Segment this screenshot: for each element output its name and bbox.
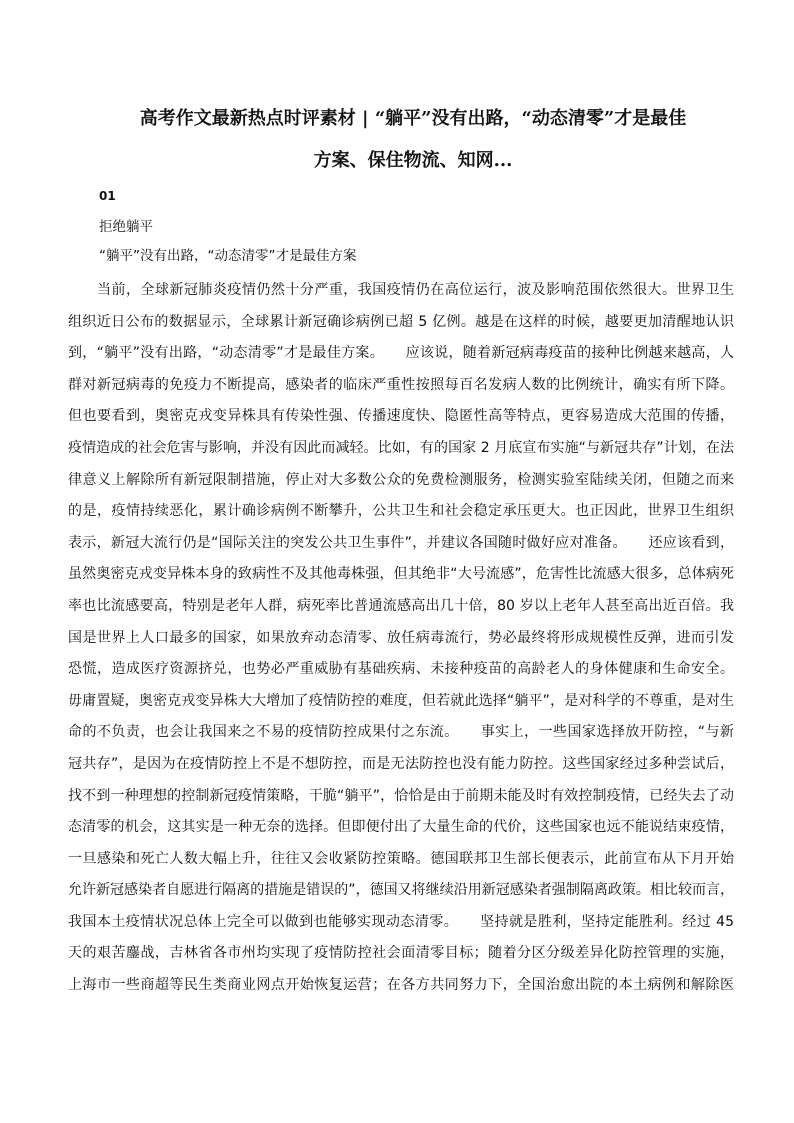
body-line: 律意义上解除所有新冠限制措施，停止对大多数公众的免费检测服务，检测实验室陆续关闭，但随之而来 (68, 471, 734, 488)
body-line: 国是世界上人口最多的国家，如果放弃动态清零、放任病毒流行，势必最终将形成规模性反弹，进而引发 (68, 629, 734, 646)
body-line: 态清零的机会，这其实是一种无奈的选择。但即便付出了大量生命的代价，这些国家也远不能说结束疫情， (68, 819, 734, 836)
body-line: 到，“躺平”没有出路，“动态清零”才是最佳方案。 应该说，随着新冠病毒疫苗的接种比例越来越高，人 (68, 345, 734, 362)
document-title-line-1: 高考作文最新热点时评素材 | “躺平”没有出路，“动态清零”才是最佳 (139, 108, 687, 129)
body-line: 允许新冠感染者自愿进行隔离的措施是错误的”，德国又将继续沿用新冠感染者强制隔离政策。相比较而言， (68, 882, 734, 899)
body-line: 恐慌，造成医疗资源挤兑，也势必严重威胁有基础疾病、未接种疫苗的高龄老人的身体健康和生命安全。 (68, 661, 734, 678)
body-line: 的是，疫情持续恶化，累计确诊病例不断攀升，公共卫生和社会稳定承压更大。也正因此，世界卫生组织 (68, 503, 734, 520)
body-line: 毋庸置疑，奥密克戎变异株大大增加了疫情防控的难度，但若就此选择“躺平”，是对科学的不尊重，是对生 (68, 692, 734, 709)
body-line: 率也比流感要高，特别是老年人群，病死率比普通流感高出几十倍，80 岁以上老年人甚至高出近百倍。我 (68, 597, 734, 614)
article-body (68, 282, 734, 1009)
section-title: 拒绝躺平 (99, 219, 153, 235)
body-line: 群对新冠病毒的免疫力不断提高，感染者的临床严重性按照每百名发病人数的比例统计，确实有所下降。 (68, 376, 734, 393)
body-line: 命的不负责，也会让我国来之不易的疫情防控成果付之东流。 事实上，一些国家选择放开防控，“与新 (68, 724, 734, 741)
body-line: 找不到一种理想的控制新冠疫情策略，干脆“躺平”，恰恰是由于前期未能及时有效控制疫情，已经失去了动 (68, 787, 734, 804)
body-line: 疫情造成的社会危害与影响，并没有因此而减轻。比如，有的国家 2 月底宣布实施“与新冠共存”计划，在法 (68, 439, 734, 456)
body-line: 一旦感染和死亡人数大幅上升，往往又会收紧防控策略。德国联邦卫生部长便表示，此前宣布从下月开始 (68, 850, 734, 867)
body-line: 组织近日公布的数据显示，全球累计新冠确诊病例已超 5 亿例。越是在这样的时候，越要更加清醒地认识 (68, 313, 734, 330)
body-line: 天的艰苦鏖战，吉林省各市州均实现了疫情防控社会面清零目标；随着分区分级差异化防控管理的实施， (68, 945, 734, 962)
section-subtitle: “躺平”没有出路，“动态清零”才是最佳方案 (99, 248, 357, 264)
body-line: 虽然奥密克戎变异株本身的致病性不及其他毒株强，但其绝非“大号流感”，危害性比流感大很多，总体病死 (68, 566, 734, 583)
body-line: 表示，新冠大流行仍是“国际关注的突发公共卫生事件”，并建议各国随时做好应对准备。 还应该看到， (68, 534, 734, 551)
body-line: 当前，全球新冠肺炎疫情仍然十分严重，我国疫情仍在高位运行，波及影响范围依然很大。世界卫生 (97, 282, 734, 298)
body-line: 我国本土疫情状况总体上完全可以做到也能够实现动态清零。 坚持就是胜利，坚持定能胜利。经过 45 (68, 913, 734, 930)
body-line: 冠共存”，是因为在疫情防控上不是不想防控，而是无法防控也没有能力防控。这些国家经过多种尝试后， (68, 755, 734, 772)
body-line: 但也要看到，奥密克戎变异株具有传染性强、传播速度快、隐匿性高等特点，更容易造成大范围的传播， (68, 408, 734, 425)
document-title-line-2: 方案、保住物流、知网... (313, 150, 513, 171)
body-line: 上海市一些商超等民生类商业网点开始恢复运营；在各方共同努力下，全国治愈出院的本土病例和解除医 (68, 977, 734, 994)
section-number: 01 (99, 189, 116, 203)
